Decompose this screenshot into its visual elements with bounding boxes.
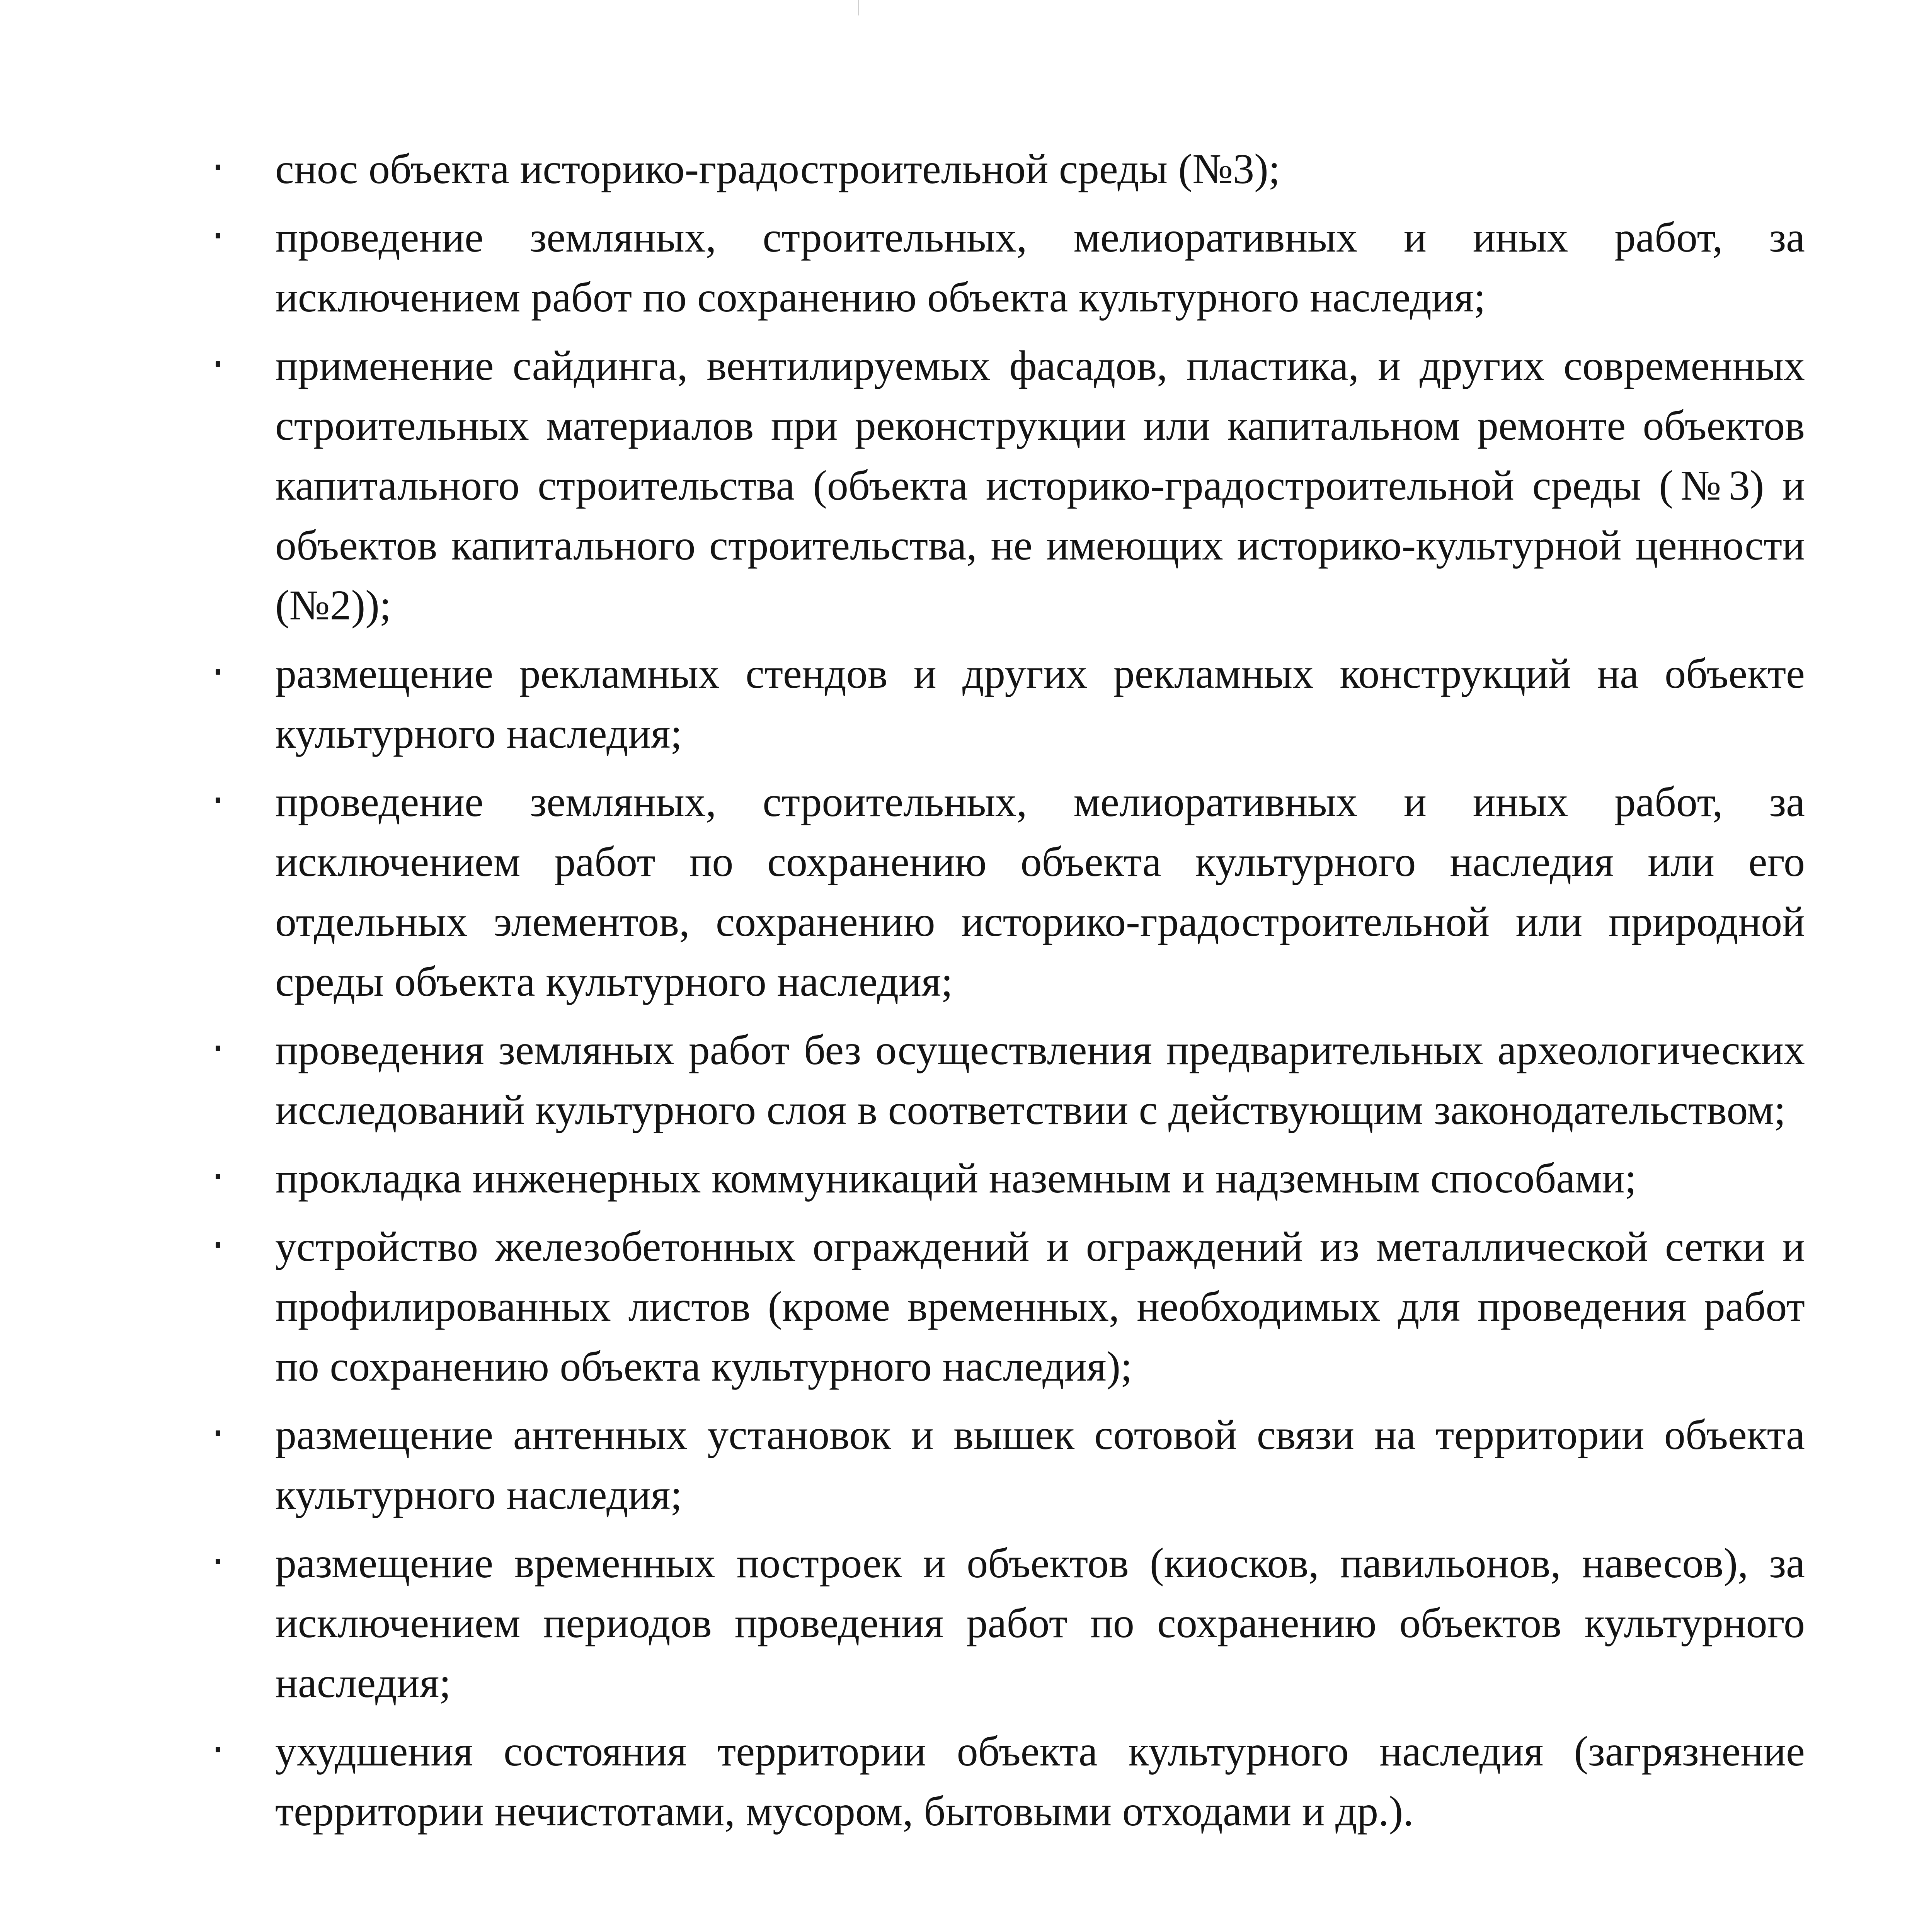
- list-item: [209, 644, 1805, 764]
- list-item-text: размещение антенных установок и вышек сотовой связи на территории объекта культурного наследия;: [275, 1411, 1805, 1518]
- bullet-icon: [216, 798, 220, 803]
- bullet-icon: [216, 165, 220, 170]
- bullet-icon: [216, 1559, 220, 1564]
- list-item-text: проведение земляных, строительных, мелиоративных и иных работ, за исключением работ по сохранению объекта культурного наследия или его отдельных элементов, сохранению историко-градостроительной или природной среды объекта культурного наследия;: [275, 778, 1805, 1005]
- list-item: [209, 1533, 1805, 1713]
- list-item: [209, 336, 1805, 635]
- bullet-icon: [216, 1747, 220, 1752]
- list-item: [209, 139, 1805, 199]
- list-item: [209, 1020, 1805, 1140]
- list-item: [209, 1721, 1805, 1841]
- list-item-text: устройство железобетонных ограждений и ограждений из металлической сетки и профилированных листов (кроме временных, необходимых для проведения работ по сохранению объекта культурного наследия);: [275, 1223, 1805, 1390]
- list-item: [209, 207, 1805, 327]
- bullet-icon: [216, 361, 220, 367]
- list-item-text: проведения земляных работ без осуществления предварительных археологических исследований культурного слоя в соответствии с действующим законодательством;: [275, 1026, 1805, 1133]
- list-item-text: размещение временных построек и объектов (киосков, павильонов, навесов), за исключением периодов проведения работ по сохранению объектов культурного наследия;: [275, 1539, 1805, 1706]
- list-item: [209, 1405, 1805, 1525]
- list-item-text: снос объекта историко-градостроительной среды (№3);: [275, 145, 1280, 192]
- bullet-icon: [216, 669, 220, 675]
- scan-artifact: [858, 0, 859, 15]
- list-item-text: ухудшения состояния территории объекта культурного наследия (загрязнение территории нечистотами, мусором, бытовыми отходами и др.).: [275, 1728, 1805, 1835]
- bullet-icon: [216, 1430, 220, 1436]
- list-item-text: прокладка инженерных коммуникаций наземным и надземным способами;: [275, 1155, 1637, 1202]
- list-item: [209, 772, 1805, 1012]
- list-item: [209, 1148, 1805, 1208]
- bullet-icon: [216, 233, 220, 238]
- restrictions-list: [209, 139, 1805, 1850]
- list-item-text: размещение рекламных стендов и других рекламных конструкций на объекте культурного наследия;: [275, 650, 1805, 757]
- list-item: [209, 1217, 1805, 1396]
- list-item-text: применение сайдинга, вентилируемых фасадов, пластика, и других современных строительных материалов при реконструкции или капитальном ремонте объектов капитального строительства (объекта историко-градостроительной среды (№3) и объектов капитального строительства, не имеющих историко-культурной ценности (№2));: [275, 342, 1805, 629]
- bullet-icon: [216, 1046, 220, 1051]
- list-item-text: проведение земляных, строительных, мелиоративных и иных работ, за исключением работ по сохранению объекта культурного наследия;: [275, 214, 1805, 321]
- bullet-icon: [216, 1174, 220, 1179]
- bullet-icon: [216, 1242, 220, 1248]
